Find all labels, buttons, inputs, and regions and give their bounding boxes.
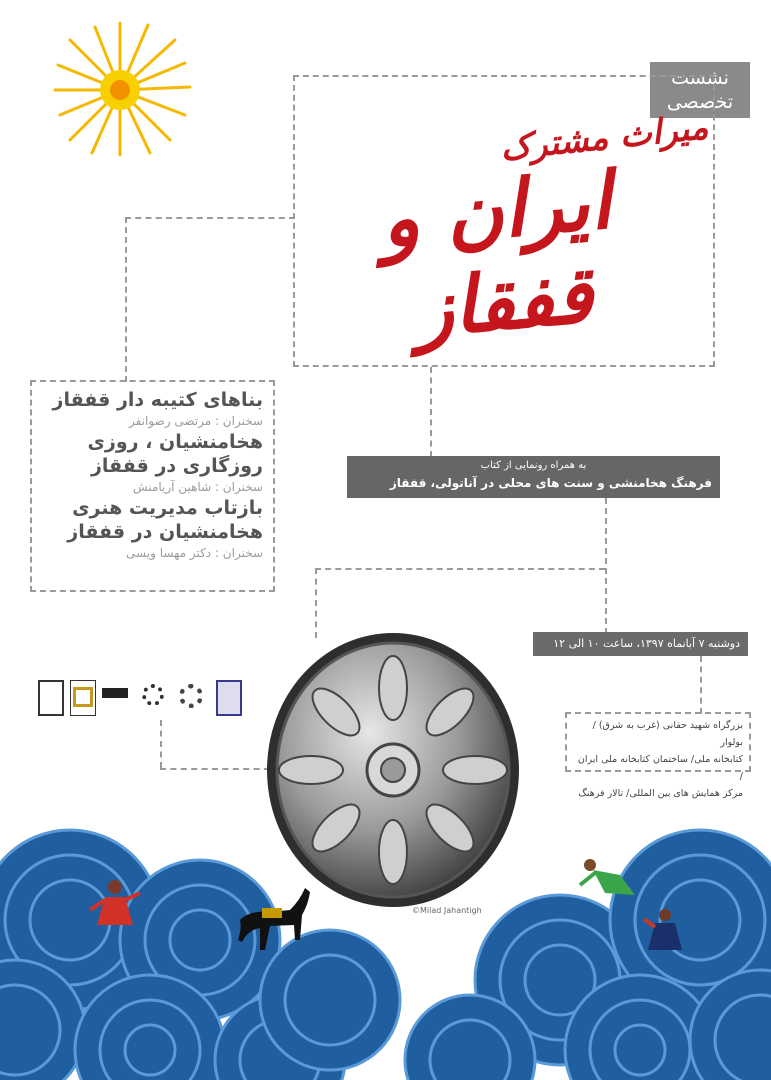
address-line-3: مرکز همایش های بین المللی/ تالار فرهنگ xyxy=(578,788,743,799)
sun-icon xyxy=(40,15,200,165)
dancer-figure xyxy=(85,875,145,935)
dancer-figure xyxy=(640,905,690,955)
main-title-line-2: قفقاز xyxy=(411,249,597,356)
address-line-1: بزرگراه شهید حقانی (غرب به شرق) / بولوار xyxy=(592,720,743,748)
book-title: فرهنگ هخامنشی و سنت های محلی در آناتولی، قفقاز جنوبی و ایران xyxy=(389,476,712,510)
talk-3-title: بازتاب مدیریت هنری هخامنشیان در قفقاز xyxy=(67,497,263,543)
organization-logo xyxy=(140,680,166,716)
connector-line xyxy=(200,90,296,210)
connector-line xyxy=(605,498,607,634)
main-title xyxy=(293,148,708,366)
connector-line xyxy=(125,217,295,219)
talk-1-title: بناهای کتیبه دار قفقاز xyxy=(52,389,263,411)
tag-line-1: نشست xyxy=(671,67,729,89)
organization-logo xyxy=(102,680,128,716)
event-date: دوشنبه ۷ آبانماه ۱۳۹۷، ساعت ۱۰ الی ۱۲ xyxy=(533,632,748,656)
talk-2-title: هخامنشیان ، روزی روزگاری در قفقاز xyxy=(87,431,263,477)
connector-line xyxy=(160,720,162,768)
rosette-plate-image xyxy=(262,628,524,918)
title-subtitle: میراث مشترک xyxy=(498,107,711,169)
connector-line xyxy=(700,656,702,714)
address-line-2: کتابخانه ملی/ ساختمان کتابخانه ملی ایران / xyxy=(577,754,743,782)
organization-logos xyxy=(38,680,243,722)
talk-3-speaker: سخنران : دکتر مهسا ویسی xyxy=(126,546,263,560)
organization-logo xyxy=(178,680,204,716)
venue-address xyxy=(565,712,751,799)
organization-logo xyxy=(70,680,96,716)
talks-box xyxy=(30,380,275,592)
organization-logo xyxy=(38,680,64,716)
main-title-line-1: ایران و xyxy=(377,155,615,267)
connector-line xyxy=(125,217,127,382)
book-launch-bar xyxy=(347,456,720,510)
talk-1-speaker: سخنران : مرتضی رضوانفر xyxy=(128,414,263,428)
connector-line xyxy=(315,568,605,570)
connector-line xyxy=(430,367,432,457)
horse-figure xyxy=(230,880,320,960)
dancer-figure xyxy=(575,855,645,910)
photo-credit: ©Milad Jahantigh xyxy=(412,906,482,915)
book-intro: به همراه رونمایی از کتاب xyxy=(480,460,587,471)
talk-2-speaker: سخنران : شاهین آریامنش xyxy=(133,480,263,494)
tag-line-2: تخصصی xyxy=(666,91,734,113)
organization-logo xyxy=(216,680,242,716)
